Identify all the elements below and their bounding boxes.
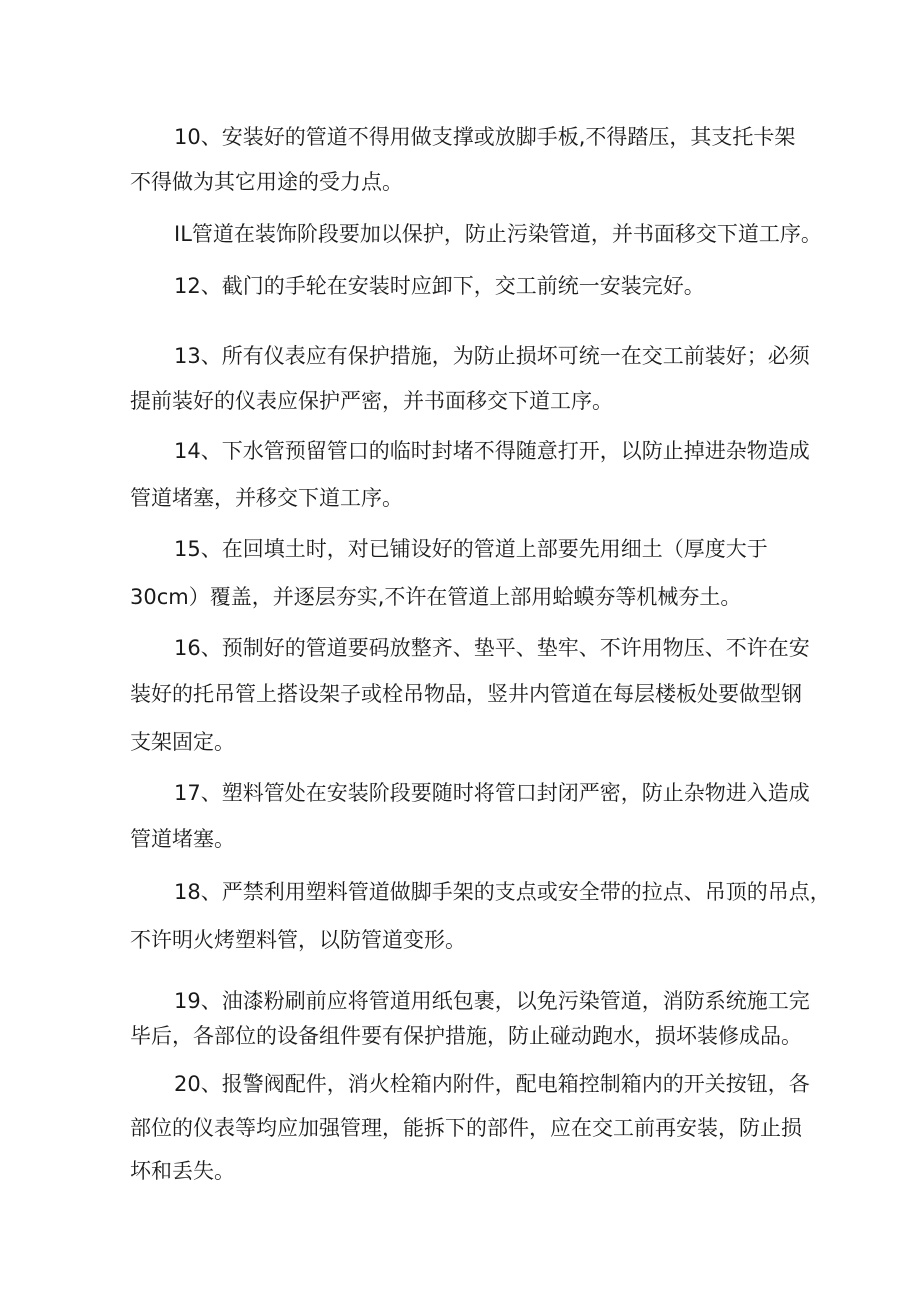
item-17-line-2: 管道堵塞。 <box>130 827 235 851</box>
item-20-line-1: 20、报警阀配件，消火栓箱内附件，配电箱控制箱内的开关按钮，各 <box>174 1072 810 1096</box>
item-17-line-1: 17、塑料管处在安装阶段要随时将管口封闭严密，防止杂物进入造成 <box>174 781 810 805</box>
item-14-line-2: 管道堵塞，并移交下道工序。 <box>130 486 403 510</box>
item-16-line-3: 支架固定。 <box>130 730 235 754</box>
item-18-line-1: 18、严禁利用塑料管道做脚手架的支点或安全带的拉点、吊顶的吊点， <box>174 880 831 904</box>
item-10-line-2: 不得做为其它用途的受力点。 <box>130 170 403 194</box>
item-20-line-3: 坏和丢失。 <box>130 1159 235 1183</box>
item-20-line-2: 部位的仪表等均应加强管理，能拆下的部件，应在交工前再安装，防止损 <box>130 1116 802 1140</box>
item-14-line-1: 14、下水管预留管口的临时封堵不得随意打开，以防止掉进杂物造成 <box>174 439 810 463</box>
item-19-line-1: 19、油漆粉刷前应将管道用纸包裹，以免污染管道，消防系统施工完 <box>174 989 810 1013</box>
item-11-line-1: IL管道在装饰阶段要加以保护，防止污染管道，并书面移交下道工序。 <box>174 222 822 246</box>
item-15-line-2: 30cm）覆盖，并逐层夯实,不许在管道上部用蛤蟆夯等机械夯土。 <box>130 585 742 609</box>
item-13-line-1: 13、所有仪表应有保护措施，为防止损坏可统一在交工前装好；必须 <box>174 344 810 368</box>
item-16-line-1: 16、预制好的管道要码放整齐、垫平、垫牢、不许用物压、不许在安 <box>174 636 810 660</box>
item-16-line-2: 装好的托吊管上搭设架子或栓吊物品，竖井内管道在每层楼板处要做型钢 <box>130 682 802 706</box>
item-13-line-2: 提前装好的仪表应保护严密，并书面移交下道工序。 <box>130 389 613 413</box>
item-12-line-1: 12、截门的手轮在安装时应卸下，交工前统一安装完好。 <box>174 274 705 298</box>
item-15-line-1: 15、在回填土时，对已铺设好的管道上部要先用细土（厚度大于 <box>174 537 768 561</box>
item-18-line-2: 不许明火烤塑料管，以防管道变形。 <box>130 928 466 952</box>
item-19-line-2: 毕后，各部位的设备组件要有保护措施，防止碰动跑水，损坏装修成品。 <box>130 1024 802 1048</box>
item-10-line-1: 10、安装好的管道不得用做支撑或放脚手板,不得踏压，其支托卡架 <box>174 125 796 149</box>
